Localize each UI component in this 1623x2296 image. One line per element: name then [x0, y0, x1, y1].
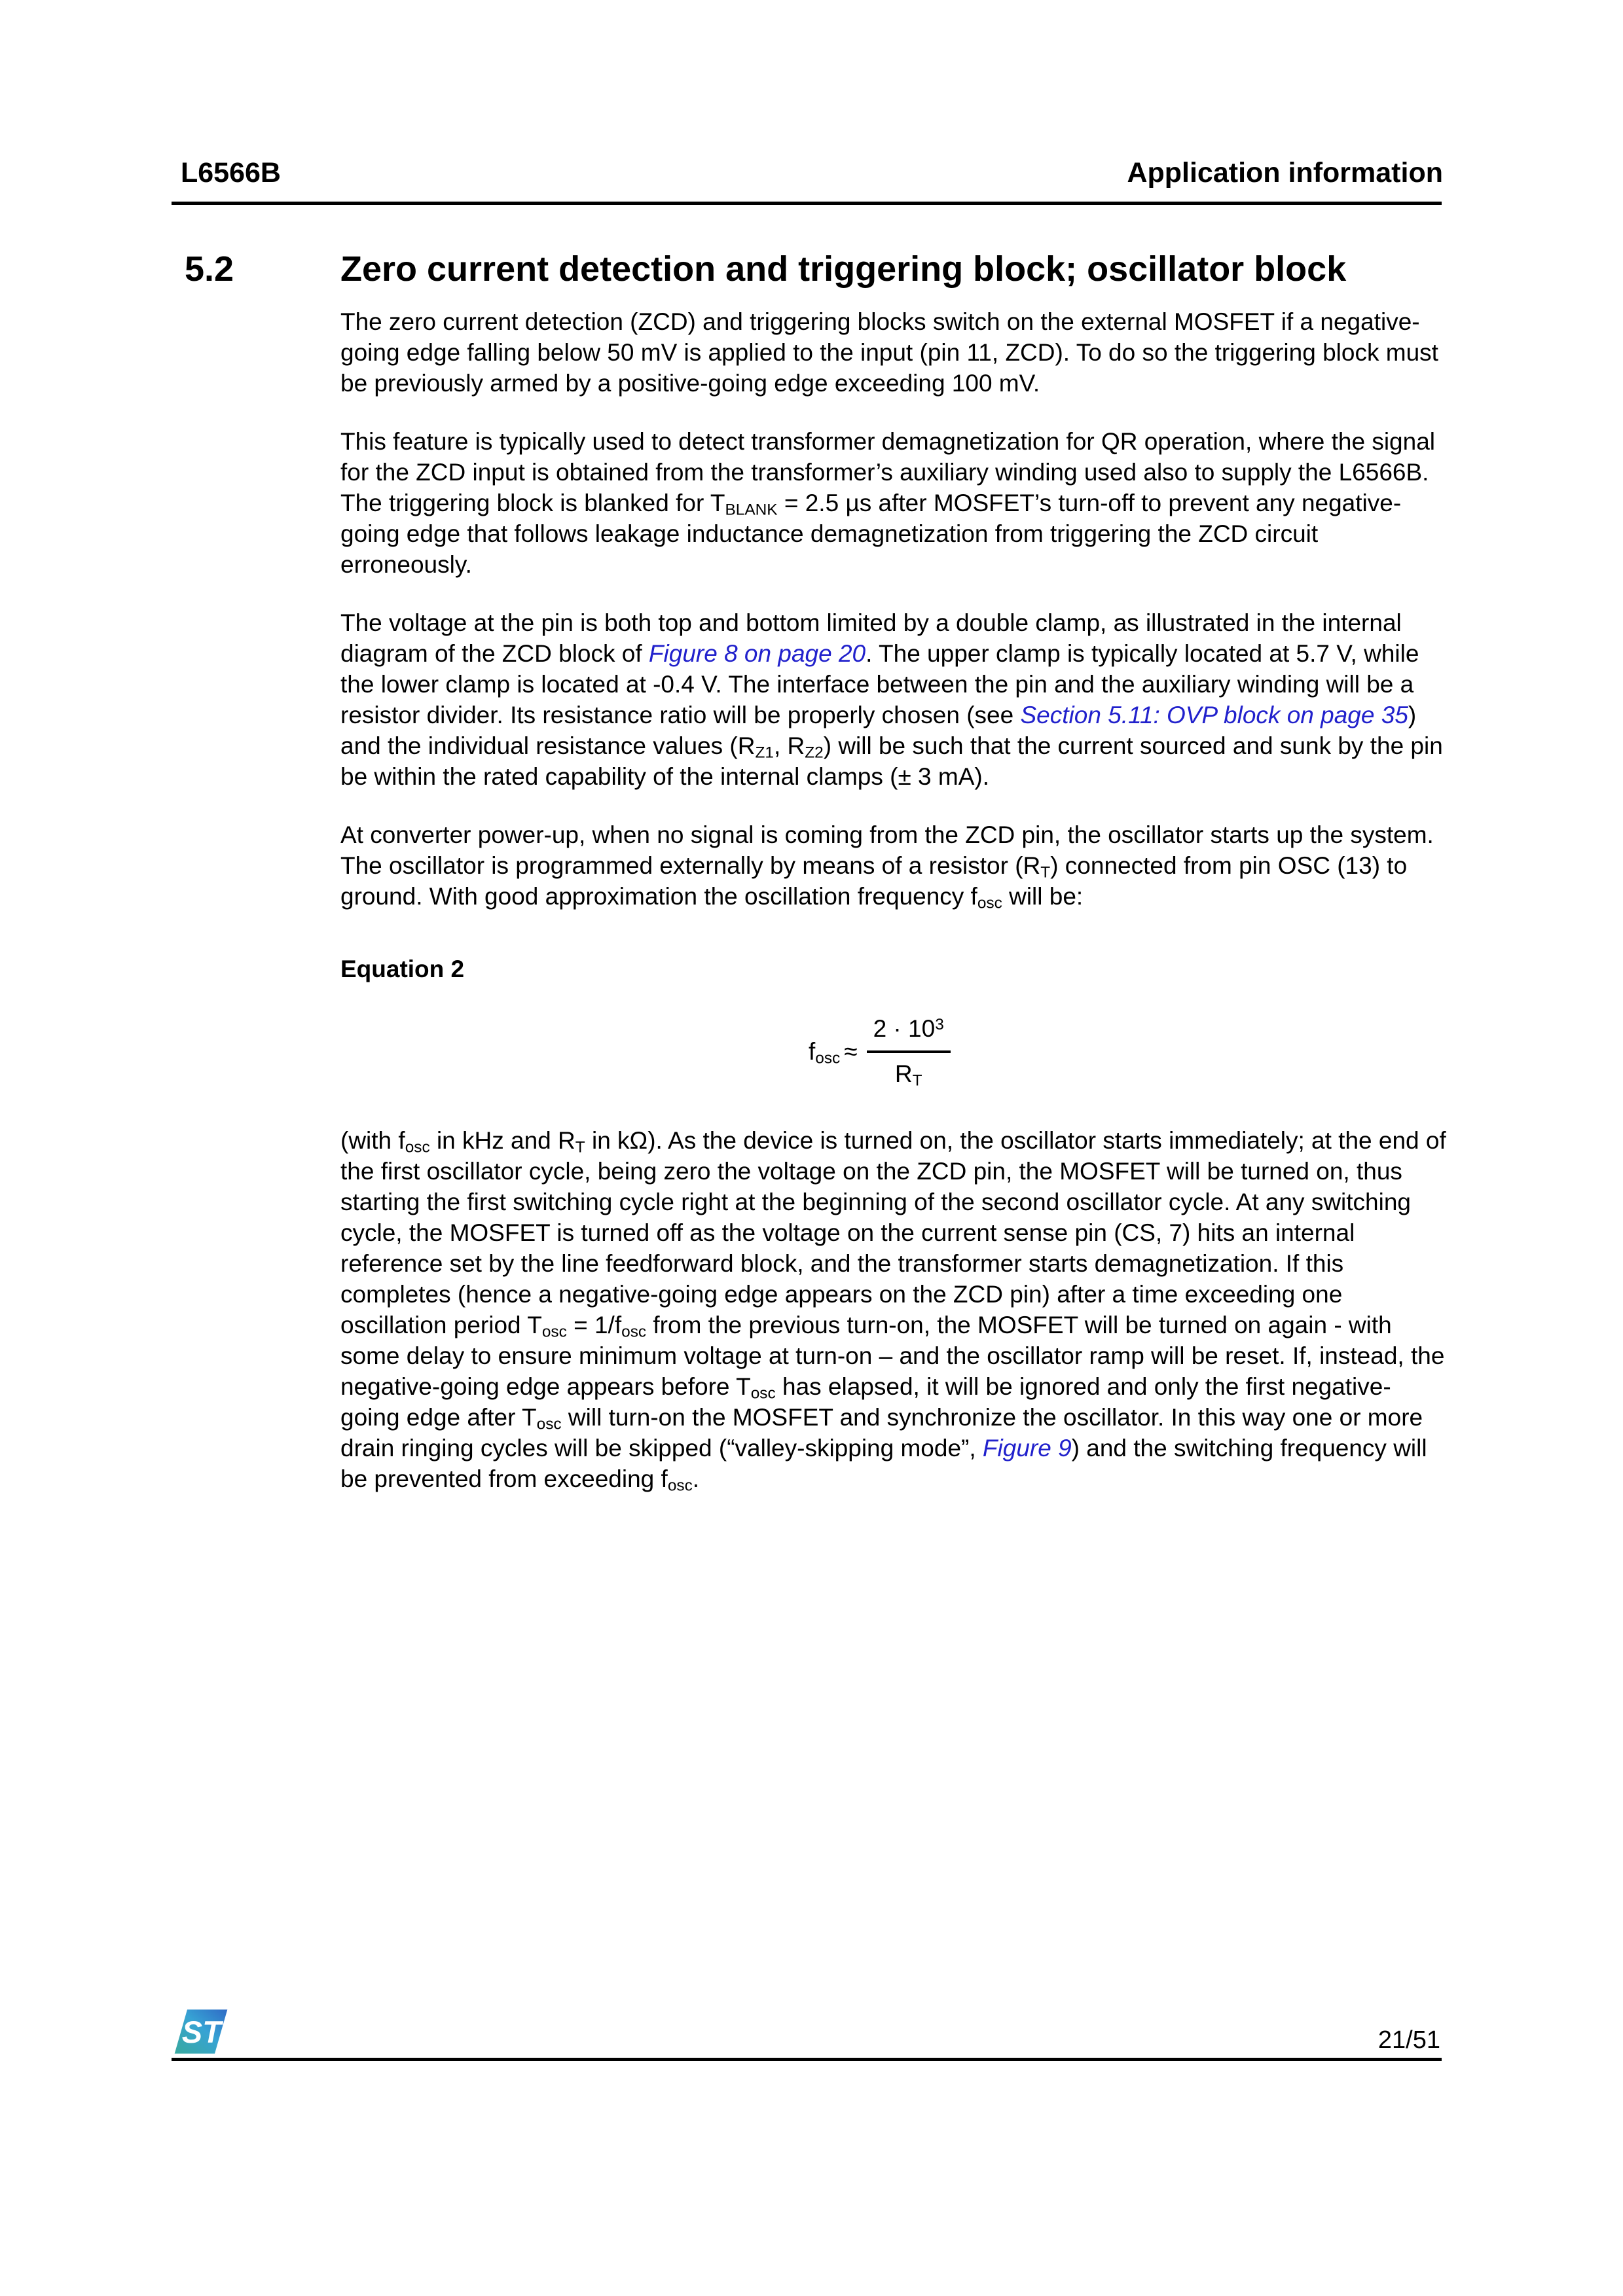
text-run: ) connected from pin OSC (13) to ground. With good approximation the oscillation frequency f — [340, 852, 1408, 910]
equation-label: Equation 2 — [340, 956, 465, 982]
equation-formula — [809, 1013, 1447, 1089]
subscript-text: osc — [536, 1415, 562, 1433]
text-run: will be: — [1002, 883, 1084, 910]
text-run: in kHz and R — [429, 1127, 575, 1154]
text-run: At converter power-up, when no signal is coming from the ZCD pin, the oscillator starts up the system. The oscillator is programmed externally by means of a resistor (R — [340, 821, 1434, 879]
text-run: = 1/f — [566, 1312, 622, 1338]
approx-symbol: ≈ — [844, 1037, 858, 1065]
page-number: 21/51 — [1377, 2026, 1440, 2054]
text-run: , R — [773, 732, 805, 759]
cross-reference-link[interactable]: Figure 9 — [982, 1435, 1072, 1462]
text-run: This feature is typically used to detect transformer demagnetization for QR operation, where the signal for the ZCD input is obtained from the transformer’s auxiliary winding used also to supply the L6566B. The triggering block is blanked for T — [340, 428, 1436, 516]
fraction-numerator — [867, 1013, 951, 1053]
subscript-text: osc — [541, 1323, 567, 1341]
subscript-text: T — [1040, 863, 1051, 882]
subscript-text: T — [575, 1138, 585, 1157]
text-run: ) and the individual resistance values (R — [340, 702, 1417, 759]
text-run: The zero current detection (ZCD) and triggering blocks switch on the external MOSFET if a negative-going edge falling below 50 mV is applied to the input (pin 11, ZCD). To do so the triggering block must be previously armed by a positive-going edge exceeding 100 mV. — [340, 308, 1438, 397]
text-run: has elapsed, it will be ignored and only the first negative-going edge after T — [340, 1373, 1391, 1431]
equation-block — [340, 954, 1447, 1089]
subscript-text: BLANK — [725, 501, 778, 519]
text-run: in kΩ). As the device is turned on, the oscillator starts immediately; at the end of the first oscillator cycle, being zero the voltage on the ZCD pin, the MOSFET will be turned on, thus starting the first switching cycle right at the beginning of the second oscillator cycle. At any switching cycle, the MOSFET is turned off as the voltage on the current sense pin (CS, 7) hits an internal reference set by the line feedforward block, and the transformer starts demagnetization. If this completes (hence a negative-going edge appears on the ZCD pin) after a time exceeding one oscillation period T — [340, 1127, 1446, 1338]
text-run: ) will be such that the current sourced and sunk by the pin be within the rated capability of the internal clamps (± 3 mA). — [340, 732, 1443, 790]
text-run: will turn-on the MOSFET and synchronize the oscillator. In this way one or more drain ringing cycles will be skipped (“valley-skipping mode”, — [340, 1404, 1423, 1462]
fraction-denominator — [888, 1053, 929, 1089]
section-number: 5.2 — [185, 249, 234, 289]
footer-rule — [172, 2058, 1442, 2061]
header-device-name: L6566B — [181, 157, 281, 188]
body-column — [340, 306, 1447, 1522]
text-run: (with f — [340, 1127, 405, 1154]
subscript-text: Z2 — [805, 744, 824, 762]
text-run: 2 · 10 — [873, 1015, 936, 1042]
equation-lhs — [809, 1036, 840, 1067]
text-run: ) and the switching frequency will be prevented from exceeding f — [340, 1435, 1427, 1492]
header-chapter-title: Application information — [1127, 157, 1443, 188]
subscript-text: osc — [977, 894, 1002, 912]
subscript-text: osc — [405, 1138, 430, 1157]
subscript-text: Z1 — [755, 744, 774, 762]
subscript-text: osc — [815, 1049, 841, 1067]
subscript-text: T — [912, 1071, 922, 1090]
subscript-text: osc — [667, 1477, 693, 1495]
paragraph-oscillator — [340, 819, 1447, 912]
subscript-text: osc — [621, 1323, 647, 1341]
cross-reference-link[interactable]: Section 5.11: OVP block on page 35 — [1020, 702, 1408, 728]
text-run: f — [809, 1037, 816, 1065]
st-logo-icon — [173, 2008, 228, 2055]
superscript-text: 3 — [935, 1016, 944, 1034]
text-run: The voltage at the pin is both top and bottom limited by a double clamp, as illustrated in the internal diagram of the ZCD block of — [340, 609, 1402, 667]
text-run: R — [894, 1060, 913, 1087]
paragraph-blanking — [340, 426, 1447, 580]
text-run: . — [692, 1465, 700, 1492]
svg-text:ST: ST — [181, 2014, 221, 2049]
text-run: . The upper clamp is typically located at 5.7 V, while the lower clamp is located at -0.4 V. The interface between the pin and the auxiliary winding will be a resistor divider. Its resistance ratio will be properly chosen (see — [340, 640, 1419, 728]
text-run: from the previous turn-on, the MOSFET will be turned on again - with some delay to ensure minimum voltage at turn-on – and the oscillator ramp will be reset. If, instead, the negative-going edge appears before T — [340, 1312, 1445, 1400]
cross-reference-link[interactable]: Figure 8 on page 20 — [648, 640, 866, 667]
paragraph-clamps — [340, 607, 1447, 792]
header-rule — [172, 202, 1442, 205]
subscript-text: osc — [750, 1384, 776, 1403]
paragraph-zcd-intro — [340, 306, 1447, 399]
fraction — [867, 1013, 951, 1089]
section-title: Zero current detection and triggering block; oscillator block — [340, 249, 1347, 289]
paragraph-valley-skipping — [340, 1125, 1447, 1494]
text-run: = 2.5 µs after MOSFET’s turn-off to prevent any negative-going edge that follows leakage inductance demagnetization from triggering the ZCD circuit erroneously. — [340, 490, 1402, 578]
